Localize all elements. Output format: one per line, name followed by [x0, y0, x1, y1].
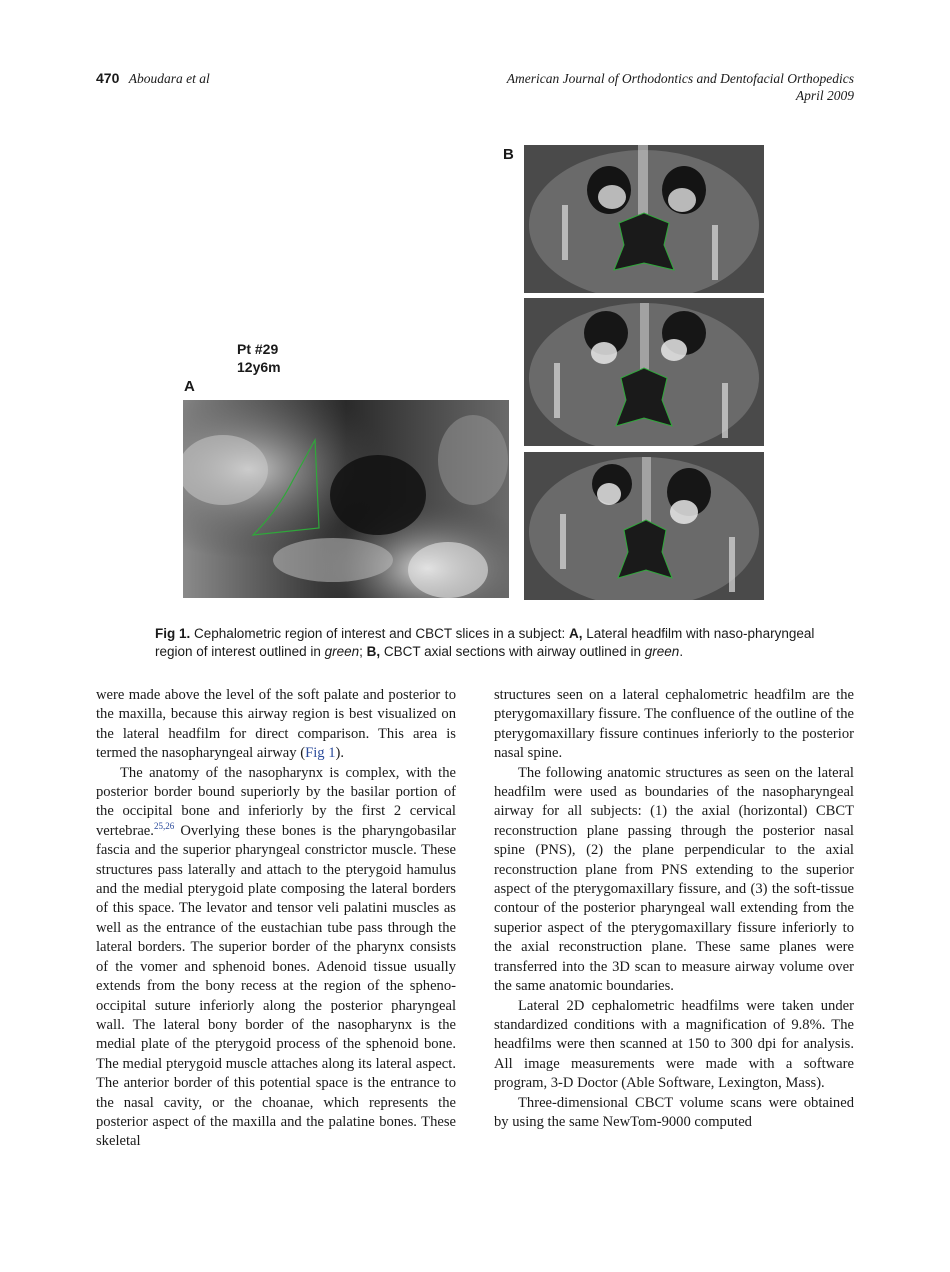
- patient-age: 12y6m: [237, 359, 281, 375]
- paragraph: The following anatomic structures as seen on the lateral headfilm were used as boundaries of the nasopharyngeal airway for all subjects: (1) the axial (horizontal) CBCT reconstruction plane passing through the posterior nasal spine (PNS), (2) the plane perpendicular to the axial reconstruction plane from PNS extending to the superior aspect of the pterygomaxillary fissure, and (3) the soft-tissue contour of the posterior pharyngeal wall extending from the superior aspect of the pterygomaxillary fissure inferiorly to the axial reconstruction plane. These same planes were transferred into the 3D scan to measure airway volume over the same anatomic boundaries.: [494, 764, 854, 995]
- caption-figure-label: Fig 1.: [155, 626, 191, 641]
- paragraph: [96, 764, 456, 1152]
- paragraph-text: ).: [335, 745, 345, 762]
- running-header-left: [96, 70, 210, 87]
- paragraph: structures seen on a lateral cephalometric headfilm are the pterygomaxillary fissure. The confluence of the outline of the pterygomaxillary fissure continues inferiorly to the posterior nasal spine.: [494, 687, 854, 762]
- citation-superscript[interactable]: 25,26: [153, 820, 175, 831]
- body-column-left: [96, 686, 456, 1152]
- cbct-slice-2-image: [524, 298, 764, 446]
- caption-green-1: green: [324, 644, 360, 659]
- lateral-headfilm-image: [183, 400, 509, 598]
- body-column-right: [494, 686, 854, 1132]
- panel-label-a: A: [184, 378, 195, 395]
- patient-id: Pt #29: [237, 341, 279, 357]
- caption-text-3: ;: [359, 644, 367, 659]
- caption-text-5: .: [679, 644, 684, 659]
- author-line: Aboudara et al: [128, 71, 210, 86]
- cbct-slice-3-image: [524, 452, 764, 600]
- figure-caption: [155, 625, 815, 661]
- figure-reference-link[interactable]: Fig 1: [305, 745, 336, 762]
- issue-date: April 2009: [795, 88, 854, 103]
- cbct-slice-1-image: [524, 145, 764, 293]
- caption-text-2: Lateral headfilm with naso-pharyngeal region of interest outlined in: [155, 626, 815, 659]
- patient-info: [237, 340, 281, 376]
- paragraph: Three-dimensional CBCT volume scans were obtained by using the same NewTom-9000 computed: [494, 1094, 854, 1130]
- page-number: 470: [96, 70, 120, 86]
- panel-label-b: B: [503, 146, 514, 163]
- caption-text-1: Cephalometric region of interest and CBCT slices in a subject:: [194, 626, 569, 641]
- running-header-right: [507, 70, 854, 104]
- paragraph: [96, 686, 456, 764]
- caption-green-2: green: [644, 644, 680, 659]
- journal-title: American Journal of Orthodontics and Dentofacial Orthopedics: [506, 71, 854, 86]
- caption-a-label: A,: [568, 626, 583, 641]
- paragraph-text: The anatomy of the nasopharynx is complex, with the posterior border bound superiorly by the basilar portion of the occipital bone and inferiorly by the first 2 cervical vertebrae.: [96, 764, 456, 839]
- paragraph-text: Overlying these bones is the pharyngobasilar fascia and the superior pharyngeal constrictor muscle. These structures pass laterally and attach to the pterygoid hamulus and the medial pterygoid plate composing the lateral borders of this space. The levator and tensor veli palatini muscles as well as the entrance of the eustachian tube pass through the lateral borders. The superior border of the pharynx consists of the vomer and sphenoid bones. Adenoid tissue usually extends from the bony recess at the region of the spheno-occipital suture inferiorly along the posterior pharyngeal wall. The lateral bony border of the nasopharynx is the medial plate of the pterygoid process of the sphenoid bone. The medial pterygoid muscle attaches along its lateral aspect. The anterior border of this potential space is the entrance to the nasal cavity, or the choanae, which represents the posterior aspect of the maxilla and the palatine bones. These skeletal: [96, 822, 456, 1150]
- caption-b-label: B,: [366, 644, 381, 659]
- paragraph-text: were made above the level of the soft palate and posterior to the maxilla, because this airway region is best visualized on the lateral headfilm for direct comparison. This area is termed the nasopharyngeal airway (: [96, 687, 456, 762]
- caption-text-4: CBCT axial sections with airway outlined in: [380, 644, 645, 659]
- paragraph: Lateral 2D cephalometric headfilms were taken under standardized conditions with a magnification of 9.8%. The headfilms were then scanned at 150 to 300 dpi for analysis. All image measurements were made with a software program, 3-D Doctor (Able Software, Lexington, Mass).: [494, 997, 854, 1092]
